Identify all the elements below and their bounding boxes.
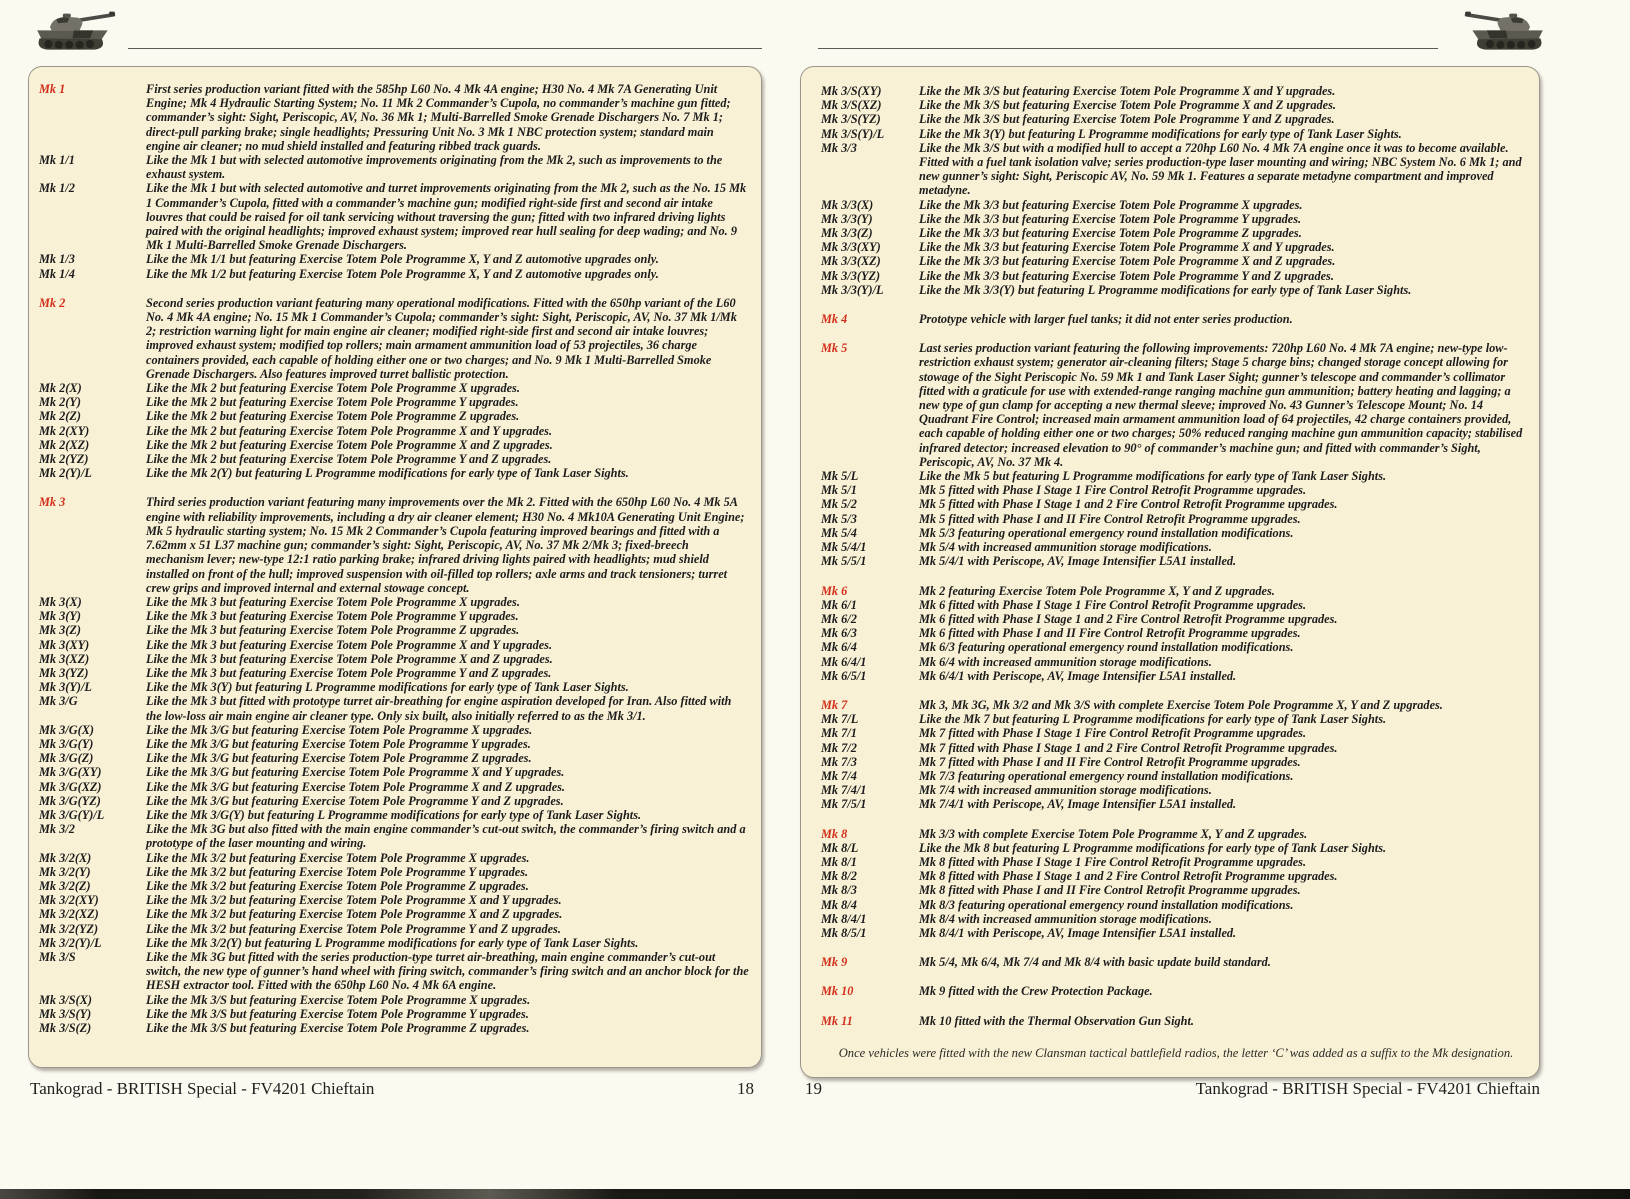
variant-mark-label: Mk 6/5/1: [821, 668, 867, 683]
variant-entry: [821, 741, 1531, 755]
variant-entry: [39, 595, 753, 609]
variant-mark-label: Mk 3(Y): [39, 609, 82, 624]
variant-mark-label: Mk 3/G(XY): [39, 765, 102, 780]
variant-entry: [39, 865, 753, 879]
variant-entry: [821, 141, 1531, 198]
variant-entry: [821, 726, 1531, 740]
variant-mark-label: Mk 7: [821, 697, 848, 712]
variant-entry: [39, 409, 753, 423]
variant-mark-label: Mk 11: [821, 1013, 853, 1028]
variant-mark-label: Mk 1: [39, 82, 66, 96]
variant-mark-label: Mk 3/3(YZ): [821, 268, 881, 283]
variant-entry: [821, 984, 1531, 998]
variant-description: Like the Mk 3/3(Y) but featuring L Programme modifications for early type of Tank Laser Sights.: [919, 282, 1412, 297]
variant-mark-label: Mk 5/4/1: [821, 540, 867, 555]
variant-description: Mk 6/4/1 with Periscope, AV, Image Intensifier L5A1 installed.: [919, 668, 1237, 683]
variant-description: Like the Mk 3/3 but featuring Exercise Totem Pole Programme Z upgrades.: [919, 226, 1302, 241]
right-page: [790, 0, 1630, 1199]
variant-entry: [821, 240, 1531, 254]
variant-entry: [39, 694, 753, 722]
variant-description: Like the Mk 3/S but featuring Exercise Totem Pole Programme Y upgrades.: [146, 1006, 529, 1021]
variant-mark-label: Mk 8/5/1: [821, 925, 867, 940]
variant-entry: [821, 540, 1531, 554]
variant-mark-label: Mk 1/4: [39, 266, 75, 281]
variant-description: Mk 10 fitted with the Thermal Observation Gun Sight.: [919, 1013, 1195, 1028]
variant-description: Like the Mk 3/S but featuring Exercise Totem Pole Programme X and Y upgrades.: [919, 84, 1336, 98]
variant-entry: [39, 153, 753, 181]
variant-entry: [39, 1007, 753, 1021]
variant-description: Like the Mk 3/3 but featuring Exercise Totem Pole Programme Y upgrades.: [919, 211, 1302, 226]
variant-entry: [39, 666, 753, 680]
variant-description: Like the Mk 3G but also fitted with the main engine commander’s cut-out switch, the commander’s firing switch and a prototype of the laser mounting and wiring.: [146, 822, 746, 851]
variant-entry: [39, 495, 753, 594]
variant-entry: [39, 381, 753, 395]
variant-entry: [821, 112, 1531, 126]
variant-description: Like the Mk 3/2 but featuring Exercise Totem Pole Programme X upgrades.: [146, 850, 530, 865]
variant-description: Like the Mk 3 but featuring Exercise Totem Pole Programme Y upgrades.: [146, 609, 519, 624]
variant-mark-label: Mk 3/G(Y): [39, 736, 94, 751]
variant-entry: [821, 827, 1531, 841]
variant-list-panel-left: [28, 66, 762, 1068]
variant-entry: [39, 296, 753, 381]
variant-description: Mk 5/4, Mk 6/4, Mk 7/4 and Mk 8/4 with basic update build standard.: [919, 955, 1271, 970]
variant-description: Mk 7 fitted with Phase I Stage 1 Fire Control Retrofit Programme upgrades.: [919, 726, 1307, 741]
variant-mark-label: Mk 2: [39, 295, 66, 310]
variant-entry: [821, 483, 1531, 497]
variant-entry: [39, 638, 753, 652]
variant-description: Mk 8/4/1 with Periscope, AV, Image Intensifier L5A1 installed.: [919, 925, 1237, 940]
variant-entry: [39, 252, 753, 266]
variant-description: Mk 5/4/1 with Periscope, AV, Image Intensifier L5A1 installed.: [919, 554, 1237, 569]
variant-description: Like the Mk 3G but fitted with the series production-type turret air-breathing, main engine commander’s cut-out switch, the new type of gunner’s hand wheel with firing switch, commander’s firing switch and an anchor block for the HESH extractor tool. Fitted with the 650hp L60 No. 4 Mk 6A engine.: [146, 949, 749, 993]
variant-description: Mk 7 fitted with Phase I and II Fire Control Retrofit Programme upgrades.: [919, 754, 1301, 769]
variant-mark-label: Mk 8/4/1: [821, 911, 867, 926]
variant-mark-label: Mk 5/4: [821, 525, 857, 540]
variant-mark-label: Mk 2(Y): [39, 395, 82, 410]
variant-entry: [821, 626, 1531, 640]
variant-entry: [821, 755, 1531, 769]
variant-description: Last series production variant featuring the following improvements: 720hp L60 No. 4 Mk 7A engine; new-type low-restriction exhaust system; generator air-cleaning filters; Stage 5 charge bins; changed storage concept allowing for stowage of the Sight Periscopic No. 59 Mk 1 and Tank Laser Sight; gunner’s telescope and commander’s collimator fitted with a graticule for use with extended-range ranging machine gun ammunition; battery heating and lagging; a new type of gun clamp for accepting a new thermal sleeve; improved No. 43 Gunner’s Telescope Mount; No. 14 Quadrant Fire Control; increased main armament ammunition load of 64 projectiles, 42 charge containers provided, each capable of holding either one or two charges; 50% reduced ranging machine gun ammunition capacity; stabilised infrared detector; increased elevation to 90° of commander’s machine gun; and fitted with commander’s Sight, Periscopic, AV, No. 37 Mk 4.: [919, 341, 1523, 469]
variant-mark-label: Mk 8: [821, 826, 848, 841]
variant-description: Like the Mk 1 but with selected automotive improvements originating from the Mk 2, such as improvements to the exhaust system.: [146, 153, 723, 182]
variant-description: Mk 5 fitted with Phase I and II Fire Control Retrofit Programme upgrades.: [919, 511, 1301, 526]
clansman-radio-note: Once vehicles were fitted with the new Clansman tactical battlefield radios, the letter ‘C’ was added as a suffix to the Mk designation.: [838, 1045, 1514, 1060]
variant-entry: [821, 783, 1531, 797]
variant-entry: [39, 424, 753, 438]
variant-description: Mk 8 fitted with Phase I Stage 1 Fire Control Retrofit Programme upgrades.: [919, 854, 1307, 869]
variant-mark-label: Mk 3/3(Y): [821, 211, 873, 226]
variant-description: Like the Mk 3/3 but featuring Exercise Totem Pole Programme Y and Z upgrades.: [919, 268, 1334, 283]
variant-mark-label: Mk 3(Y)/L: [39, 680, 92, 695]
variant-description: Like the Mk 2 but featuring Exercise Totem Pole Programme Y upgrades.: [146, 395, 519, 410]
variant-entry: [39, 765, 753, 779]
variant-entry: [39, 794, 753, 808]
variant-entry: [39, 452, 753, 466]
variant-entry: [39, 893, 753, 907]
variant-entry: [39, 851, 753, 865]
variant-entry: [821, 512, 1531, 526]
variant-description: Like the Mk 3/G but featuring Exercise Totem Pole Programme X and Y upgrades.: [146, 765, 565, 780]
variant-description: Like the Mk 3/2 but featuring Exercise Totem Pole Programme X and Z upgrades.: [146, 907, 563, 922]
variant-entry: [821, 554, 1531, 568]
variant-mark-label: Mk 3/S(XY): [821, 84, 882, 98]
variant-entry: [39, 780, 753, 794]
variant-mark-label: Mk 7/4: [821, 768, 857, 783]
variant-mark-label: Mk 3/3(XY): [821, 240, 881, 255]
variant-mark-label: Mk 8/L: [821, 840, 859, 855]
variant-description: Like the Mk 1/1 but featuring Exercise Totem Pole Programme X, Y and Z automotive upgrades only.: [146, 252, 659, 267]
variant-description: Like the Mk 3/2 but featuring Exercise Totem Pole Programme Y upgrades.: [146, 864, 529, 879]
variant-entry: [39, 950, 753, 993]
variant-entry: [39, 737, 753, 751]
variant-description: Like the Mk 3/2 but featuring Exercise Totem Pole Programme Y and Z upgrades.: [146, 921, 561, 936]
variant-mark-label: Mk 3/2(X): [39, 850, 92, 865]
variant-description: Like the Mk 3/S but featuring Exercise Totem Pole Programme Z upgrades.: [146, 1021, 530, 1035]
variant-description: Like the Mk 3 but featuring Exercise Totem Pole Programme Y and Z upgrades.: [146, 665, 552, 680]
variant-description: Like the Mk 2(Y) but featuring L Programme modifications for early type of Tank Laser Sights.: [146, 466, 629, 481]
variant-description: Like the Mk 7 but featuring L Programme modifications for early type of Tank Laser Sights.: [919, 712, 1387, 727]
variant-mark-label: Mk 3/G(X): [39, 722, 94, 737]
variant-mark-label: Mk 3/S(Y)/L: [821, 126, 885, 141]
variant-mark-label: Mk 3/2: [39, 822, 75, 837]
variant-description: Like the Mk 3/S but featuring Exercise Totem Pole Programme X upgrades.: [146, 992, 531, 1007]
variant-mark-label: Mk 3(YZ): [39, 665, 89, 680]
variant-entry: [39, 181, 753, 252]
variant-description: Like the Mk 3/S but featuring Exercise Totem Pole Programme Y and Z upgrades.: [919, 112, 1335, 127]
left-page: [0, 0, 790, 1199]
variant-entry: [39, 922, 753, 936]
variant-mark-label: Mk 3/S(YZ): [821, 112, 881, 127]
variant-description: Like the Mk 3 but featuring Exercise Totem Pole Programme X and Y upgrades.: [146, 637, 553, 652]
variant-mark-label: Mk 1/1: [39, 153, 75, 168]
variant-mark-label: Mk 10: [821, 984, 854, 999]
variant-entry: [39, 82, 753, 153]
variant-mark-label: Mk 2(Y)/L: [39, 466, 92, 481]
variant-mark-label: Mk 3/2(Y): [39, 864, 91, 879]
variant-mark-label: Mk 2(X): [39, 381, 82, 396]
variant-description: Like the Mk 3 but featuring Exercise Totem Pole Programme X upgrades.: [146, 594, 520, 609]
variant-mark-label: Mk 3/3(XZ): [821, 254, 881, 269]
header-rule: [818, 48, 1438, 49]
variant-mark-label: Mk 8/1: [821, 854, 857, 869]
variant-mark-label: Mk 1/2: [39, 181, 75, 196]
variant-mark-label: Mk 6/4/1: [821, 654, 867, 669]
variant-entry: [821, 912, 1531, 926]
variant-entry: [39, 438, 753, 452]
variant-description: Like the Mk 8 but featuring L Programme modifications for early type of Tank Laser Sights.: [919, 840, 1387, 855]
variant-mark-label: Mk 8/2: [821, 869, 857, 884]
variant-entry: [821, 497, 1531, 511]
variant-entry: [39, 466, 753, 480]
variant-mark-label: Mk 5/1: [821, 483, 857, 498]
variant-entry: [39, 680, 753, 694]
left-page-footer: [30, 1079, 754, 1099]
variant-description: Mk 7/4/1 with Periscope, AV, Image Intensifier L5A1 installed.: [919, 797, 1237, 812]
variant-description: Like the Mk 1/2 but featuring Exercise Totem Pole Programme X, Y and Z automotive upgrades only.: [146, 266, 659, 281]
variant-mark-label: Mk 3(X): [39, 594, 82, 609]
variant-entry: [821, 612, 1531, 626]
variant-entry: [39, 652, 753, 666]
variant-description: Like the Mk 3/S but featuring Exercise Totem Pole Programme X and Z upgrades.: [919, 98, 1336, 113]
variant-description: Like the Mk 3/G but featuring Exercise Totem Pole Programme Y upgrades.: [146, 736, 531, 751]
variant-mark-label: Mk 3/3(Z): [821, 226, 873, 241]
scan-edge-strip: [0, 1189, 1630, 1199]
variant-entry: [821, 312, 1531, 326]
variant-description: Like the Mk 5 but featuring L Programme modifications for early type of Tank Laser Sights.: [919, 469, 1387, 484]
variant-description: Like the Mk 3(Y) but featuring L Programme modifications for early type of Tank Laser Sights.: [146, 680, 629, 695]
variant-entry: [39, 623, 753, 637]
variant-description: Mk 5/4 with increased ammunition storage modifications.: [919, 540, 1212, 555]
variant-entry: [39, 907, 753, 921]
variant-entry: [821, 584, 1531, 598]
variant-description: Mk 3, Mk 3G, Mk 3/2 and Mk 3/S with complete Exercise Totem Pole Programme X, Y and Z upgrades.: [919, 697, 1443, 712]
variant-mark-label: Mk 3/G(Y)/L: [39, 807, 105, 822]
variant-mark-label: Mk 3: [39, 495, 66, 510]
variant-entry: [821, 341, 1531, 469]
variant-entry: [821, 1014, 1531, 1028]
variant-description: Like the Mk 2 but featuring Exercise Totem Pole Programme X upgrades.: [146, 381, 520, 396]
variant-mark-label: Mk 2(XZ): [39, 437, 90, 452]
variant-entries-right: [821, 84, 1531, 1028]
variant-mark-label: Mk 6/1: [821, 597, 857, 612]
variant-mark-label: Mk 6/4: [821, 640, 857, 655]
variant-entry: [821, 127, 1531, 141]
variant-description: Like the Mk 3/G(Y) but featuring L Programme modifications for early type of Tank Laser Sights.: [146, 807, 642, 822]
variant-description: Like the Mk 3/G but featuring Exercise Totem Pole Programme Y and Z upgrades.: [146, 793, 564, 808]
variant-description: Like the Mk 2 but featuring Exercise Totem Pole Programme Y and Z upgrades.: [146, 452, 552, 467]
variant-entry: [39, 993, 753, 1007]
variant-mark-label: Mk 3/2(YZ): [39, 921, 99, 936]
variant-mark-label: Mk 3/3: [821, 140, 857, 155]
tank-illustration-icon: [1458, 5, 1554, 59]
variant-description: Mk 2 featuring Exercise Totem Pole Programme X, Y and Z upgrades.: [919, 583, 1275, 598]
variant-description: Mk 5 fitted with Phase I Stage 1 Fire Control Retrofit Programme upgrades.: [919, 483, 1307, 498]
variant-entry: [39, 822, 753, 850]
variant-mark-label: Mk 3/2(XY): [39, 893, 99, 908]
variant-description: Mk 6/4 with increased ammunition storage modifications.: [919, 654, 1212, 669]
variant-description: Like the Mk 1 but with selected automotive and turret improvements originating from the Mk 2, such as the No. 15 Mk 1 Commander’s Cupola, fitted with a commander’s machine gun; modified right-side first and second air intake louvres that could be raised for oil tank servicing without traversing the gun; fitted with two infrared driving lights paired with the original headlights; improved exhaust system; improved rear hull sealing for deep wading; and No. 9 Mk 1 Multi-Barrelled Smoke Grenade Dischargers.: [146, 181, 747, 253]
variant-description: Like the Mk 3 but featuring Exercise Totem Pole Programme X and Z upgrades.: [146, 651, 553, 666]
variant-entry: [821, 526, 1531, 540]
variant-mark-label: Mk 7/L: [821, 712, 859, 727]
variant-entry: [821, 926, 1531, 940]
variant-description: Mk 5 fitted with Phase I Stage 1 and 2 Fire Control Retrofit Programme upgrades.: [919, 497, 1338, 512]
variant-mark-label: Mk 7/1: [821, 726, 857, 741]
variant-entry: [39, 808, 753, 822]
variant-mark-label: Mk 5/3: [821, 511, 857, 526]
variant-mark-label: Mk 8/3: [821, 883, 857, 898]
variant-mark-label: Mk 6/3: [821, 626, 857, 641]
variant-entry: [821, 855, 1531, 869]
variant-entry: [39, 1021, 753, 1035]
variant-mark-label: Mk 2(YZ): [39, 452, 89, 467]
page-number: 19: [805, 1079, 822, 1098]
variant-mark-label: Mk 3/2(Y)/L: [39, 935, 102, 950]
variant-mark-label: Mk 2(Z): [39, 409, 82, 424]
variant-description: Mk 6 fitted with Phase I Stage 1 and 2 Fire Control Retrofit Programme upgrades.: [919, 611, 1338, 626]
variant-mark-label: Mk 3/2(Z): [39, 878, 91, 893]
variant-mark-label: Mk 6/2: [821, 611, 857, 626]
variant-mark-label: Mk 7/3: [821, 754, 857, 769]
variant-mark-label: Mk 3(Z): [39, 623, 82, 638]
variant-description: Mk 7 fitted with Phase I Stage 1 and 2 Fire Control Retrofit Programme upgrades.: [919, 740, 1338, 755]
variant-entry: [821, 797, 1531, 811]
variant-mark-label: Mk 7/4/1: [821, 783, 867, 798]
variant-description: Like the Mk 3/G but featuring Exercise Totem Pole Programme Z upgrades.: [146, 751, 532, 766]
variant-entry: [821, 669, 1531, 683]
variant-description: Like the Mk 3(Y) but featuring L Programme modifications for early type of Tank Laser Sights.: [919, 126, 1402, 141]
variant-mark-label: Mk 2(XY): [39, 423, 90, 438]
variant-mark-label: Mk 3(XZ): [39, 651, 90, 666]
variant-entry: [821, 212, 1531, 226]
variant-entry: [821, 254, 1531, 268]
variant-entry: [821, 598, 1531, 612]
variant-mark-label: Mk 3/S(Y): [39, 1006, 92, 1021]
variant-description: Mk 5/3 featuring operational emergency round installation modifications.: [919, 525, 1294, 540]
variant-entry: [821, 640, 1531, 654]
variant-description: Like the Mk 2 but featuring Exercise Totem Pole Programme X and Y upgrades.: [146, 423, 553, 438]
variant-list-panel-right: [800, 66, 1540, 1078]
variant-description: Mk 6 fitted with Phase I Stage 1 Fire Control Retrofit Programme upgrades.: [919, 597, 1307, 612]
variant-description: Like the Mk 3/G but featuring Exercise Totem Pole Programme X upgrades.: [146, 722, 533, 737]
variant-description: Third series production variant featuring many improvements over the Mk 2. Fitted with the 650hp L60 No. 4 Mk 5A engine with reliability improvements, including a dry air cleaner element; H30 No. 4 Mk10A Generating Unit Engine; Mk 5 hydraulic starting system; No. 15 Mk 2 Commander’s Cupola featuring improved bearings and fitted with a 7.62mm x 51 L37 machine gun; commander’s sight: Sight, Periscopic, AV, No. 37 Mk 2/Mk 3; fixed-breech mechanism lever; new-type 12:1 ratio parking brake; infrared driving lights paired with headlights; mud shield installed on front of the hull; improved suspension with oil-filled top rollers; axle arms and track tensioners; turret crew grips and improved internal and external stowage concept.: [146, 495, 745, 595]
variant-entry: [821, 883, 1531, 897]
variant-description: Second series production variant featuring many operational modifications. Fitted with the 650hp variant of the L60 No. 4 Mk 4A engine; No. 15 Mk 1 Commander’s Cupola; commander’s sight: Sight, Periscopic, AV, No. 37 Mk 1/Mk 2; restriction warning light for main engine air cleaner; modified right-side first and second air intake louvres; improved exhaust system; modified top rollers; main armament ammunition load of 53 projectiles, 36 charge containers provided, each capable of holding either one or two charges; and No. 9 Mk 1 Multi-Barrelled Smoke Grenade Dischargers. Also features improved turret ballistic protection.: [146, 295, 737, 381]
variant-description: Like the Mk 3/3 but featuring Exercise Totem Pole Programme X and Z upgrades.: [919, 254, 1336, 269]
variant-entry: [39, 395, 753, 409]
header-rule: [128, 48, 762, 49]
variant-description: Mk 6/3 featuring operational emergency round installation modifications.: [919, 640, 1294, 655]
variant-mark-label: Mk 7/5/1: [821, 797, 867, 812]
variant-mark-label: Mk 4: [821, 312, 848, 327]
variant-mark-label: Mk 7/2: [821, 740, 857, 755]
variant-entry: [821, 898, 1531, 912]
variant-description: Mk 8/3 featuring operational emergency round installation modifications.: [919, 897, 1294, 912]
variant-description: Mk 6 fitted with Phase I and II Fire Control Retrofit Programme upgrades.: [919, 626, 1301, 641]
variant-mark-label: Mk 3/S(Z): [39, 1021, 92, 1035]
variant-description: Like the Mk 3 but fitted with prototype turret air-breathing for engine aspiration developed for Iran. Also fitted with the low-loss air main engine air cleaner type. Only six built, also initially referred to as the Mk 3/1.: [146, 694, 732, 723]
variant-mark-label: Mk 3/3(X): [821, 197, 874, 212]
variant-entry: [39, 936, 753, 950]
variant-entry: [821, 655, 1531, 669]
variant-entry: [821, 955, 1531, 969]
variant-entry: [39, 751, 753, 765]
variant-description: Mk 8 fitted with Phase I and II Fire Control Retrofit Programme upgrades.: [919, 883, 1301, 898]
variant-description: Mk 3/3 with complete Exercise Totem Pole Programme X, Y and Z upgrades.: [919, 826, 1308, 841]
variant-entry: [821, 712, 1531, 726]
variant-mark-label: Mk 9: [821, 955, 848, 970]
variant-description: Mk 7/4 with increased ammunition storage modifications.: [919, 783, 1212, 798]
variant-mark-label: Mk 3/S: [39, 949, 76, 964]
variant-mark-label: Mk 1/3: [39, 252, 75, 267]
variant-mark-label: Mk 3/S(X): [39, 992, 92, 1007]
variant-description: Like the Mk 3/3 but featuring Exercise Totem Pole Programme X and Y upgrades.: [919, 240, 1335, 255]
variant-mark-label: Mk 3/G: [39, 694, 78, 709]
variant-entry: [821, 841, 1531, 855]
variant-entries-left: [39, 82, 753, 1035]
variant-description: Like the Mk 3/2(Y) but featuring L Programme modifications for early type of Tank Laser Sights.: [146, 935, 639, 950]
variant-entry: [821, 469, 1531, 483]
variant-description: Like the Mk 3/G but featuring Exercise Totem Pole Programme X and Z upgrades.: [146, 779, 566, 794]
variant-mark-label: Mk 3/2(XZ): [39, 907, 99, 922]
variant-description: Prototype vehicle with larger fuel tanks; it did not enter series production.: [919, 312, 1293, 327]
variant-description: Like the Mk 3/2 but featuring Exercise Totem Pole Programme X and Y upgrades.: [146, 893, 562, 908]
variant-description: Like the Mk 3/S but with a modified hull to accept a 720hp L60 No. 4 Mk 7A engine once it was to become available. Fitted with a fuel tank isolation valve; series production-type laser mounting and wiring; NBC System No. 6 Mk 1; and new gunner’s sight: Sight, Periscopic AV, No. 59 Mk 1. Features a separate metadyne compartment and improved metadyne.: [919, 140, 1522, 198]
variant-mark-label: Mk 3/S(XZ): [821, 98, 882, 113]
variant-entry: [821, 698, 1531, 712]
variant-description: Mk 8/4 with increased ammunition storage modifications.: [919, 911, 1212, 926]
variant-entry: [821, 269, 1531, 283]
variant-description: Like the Mk 3 but featuring Exercise Totem Pole Programme Z upgrades.: [146, 623, 520, 638]
variant-mark-label: Mk 5/2: [821, 497, 857, 512]
right-page-footer: [805, 1079, 1540, 1099]
variant-mark-label: Mk 5/L: [821, 469, 859, 484]
variant-entry: [39, 609, 753, 623]
variant-mark-label: Mk 6: [821, 583, 848, 598]
variant-entry: [821, 84, 1531, 98]
footer-title: Tankograd - BRITISH Special - FV4201 Chieftain: [1195, 1079, 1540, 1098]
variant-entry: [821, 226, 1531, 240]
variant-description: Like the Mk 3/3 but featuring Exercise Totem Pole Programme X upgrades.: [919, 197, 1303, 212]
variant-entry: [39, 879, 753, 893]
variant-description: First series production variant fitted with the 585hp L60 No. 4 Mk 4A engine; H30 No. 4 Mk 7A Generating Unit Engine; Mk 4 Hydraulic Starting System; No. 11 Mk 2 Commander’s Cupola, no commander’s machine gun fitted; commander’s sight: Sight, Periscopic, AV, No. 36 Mk 1; Multi-Barrelled Smoke Grenade Dischargers No. 7 Mk 1; direct-pull parking brake; single headlights; Pressuring Unit No. 3 Mk 1 NBC protection system; standard main engine air cleaner; no mud shield installed and featuring ribbed track guards.: [146, 82, 731, 153]
variant-entry: [821, 98, 1531, 112]
variant-mark-label: Mk 5: [821, 341, 848, 356]
variant-description: Like the Mk 2 but featuring Exercise Totem Pole Programme X and Z upgrades.: [146, 437, 553, 452]
variant-entry: [821, 198, 1531, 212]
variant-entry: [821, 283, 1531, 297]
variant-entry: [821, 769, 1531, 783]
variant-mark-label: Mk 3/G(XZ): [39, 779, 102, 794]
footer-title: Tankograd - BRITISH Special - FV4201 Chieftain: [30, 1079, 375, 1098]
page-number: 18: [737, 1079, 754, 1098]
variant-entry: [821, 869, 1531, 883]
variant-description: Mk 8 fitted with Phase I Stage 1 and 2 Fire Control Retrofit Programme upgrades.: [919, 869, 1338, 884]
variant-mark-label: Mk 5/5/1: [821, 554, 867, 569]
variant-mark-label: Mk 3/G(Z): [39, 751, 94, 766]
variant-description: Like the Mk 3/2 but featuring Exercise Totem Pole Programme Z upgrades.: [146, 878, 529, 893]
variant-description: Mk 7/3 featuring operational emergency round installation modifications.: [919, 768, 1294, 783]
variant-description: Mk 9 fitted with the Crew Protection Package.: [919, 984, 1153, 999]
tank-illustration-icon: [26, 5, 122, 59]
variant-mark-label: Mk 3(XY): [39, 637, 90, 652]
variant-mark-label: Mk 3/3(Y)/L: [821, 282, 884, 297]
variant-entry: [39, 267, 753, 281]
variant-description: Like the Mk 2 but featuring Exercise Totem Pole Programme Z upgrades.: [146, 409, 520, 424]
variant-mark-label: Mk 3/G(YZ): [39, 793, 101, 808]
variant-mark-label: Mk 8/4: [821, 897, 857, 912]
variant-entry: [39, 723, 753, 737]
